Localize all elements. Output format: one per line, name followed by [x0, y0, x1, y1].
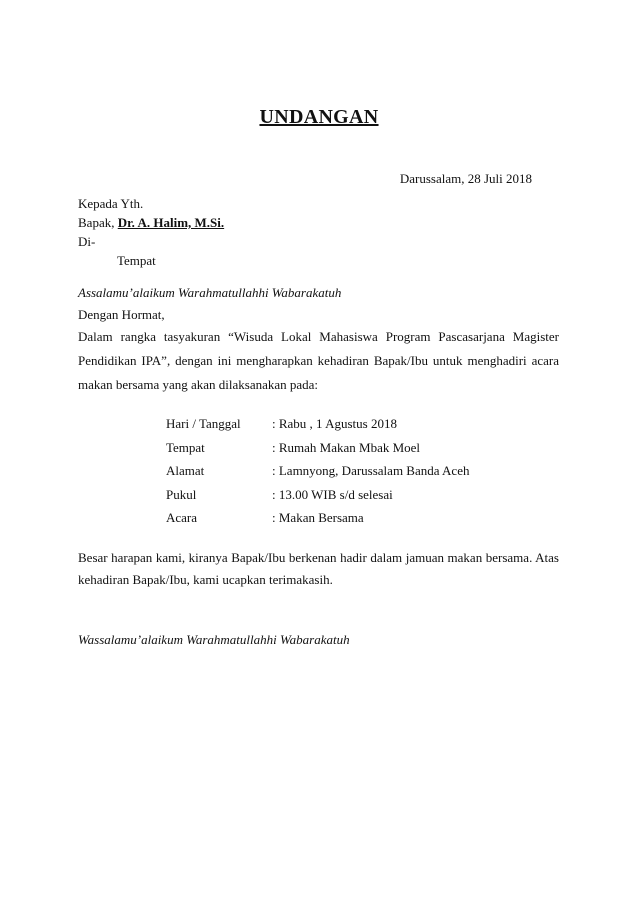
- closing-paragraph: Besar harapan kami, kiranya Bapak/Ibu berkenan hadir dalam jamuan makan bersama. Atas kehadiran Bapak/Ibu, kami ucapkan terimakasih.: [78, 550, 559, 587]
- greeting-open: Assalamu’alaikum Warahmatullahhi Wabarakatuh: [78, 285, 342, 300]
- addressee-name: Dr. A. Halim, M.Si.: [117, 215, 225, 230]
- addressee-line: [78, 215, 224, 231]
- addressee-to: Kepada Yth.: [78, 196, 144, 211]
- body-paragraph: Dalam rangka tasyakuran “Wisuda Lokal Mahasiswa Program Pascasarjana Magister Pendidikan IPA”, dengan ini mengharapkan kehadiran Bapak/Ibu untuk menghadiri acara makan bersama yang akan dilaksanakan pada:: [78, 329, 559, 392]
- addressee-di: Di-: [78, 234, 96, 249]
- addressee-place: Tempat: [117, 253, 156, 268]
- detail-label: Alamat: [166, 463, 205, 478]
- detail-label: Tempat: [166, 439, 205, 455]
- detail-value: : Rabu , 1 Agustus 2018: [272, 416, 397, 431]
- greeting-close: Wassalamu’alaikum Warahmatullahhi Wabarakatuh: [78, 632, 350, 647]
- detail-value: : 13.00 WIB s/d selesai: [272, 486, 393, 502]
- place-date: Darussalam, 28 Juli 2018: [399, 171, 532, 186]
- addressee-salutation: Bapak,: [78, 215, 118, 230]
- detail-label: Acara: [166, 510, 198, 525]
- respect-line: Dengan Hormat,: [78, 307, 165, 322]
- detail-label: Hari / Tanggal: [166, 416, 241, 431]
- detail-value: : Rumah Makan Mbak Moel: [272, 439, 421, 455]
- letter-title: UNDANGAN: [259, 106, 379, 128]
- detail-value: : Makan Bersama: [272, 510, 364, 525]
- detail-label: Pukul: [166, 486, 197, 502]
- detail-value: : Lamnyong, Darussalam Banda Aceh: [272, 463, 470, 478]
